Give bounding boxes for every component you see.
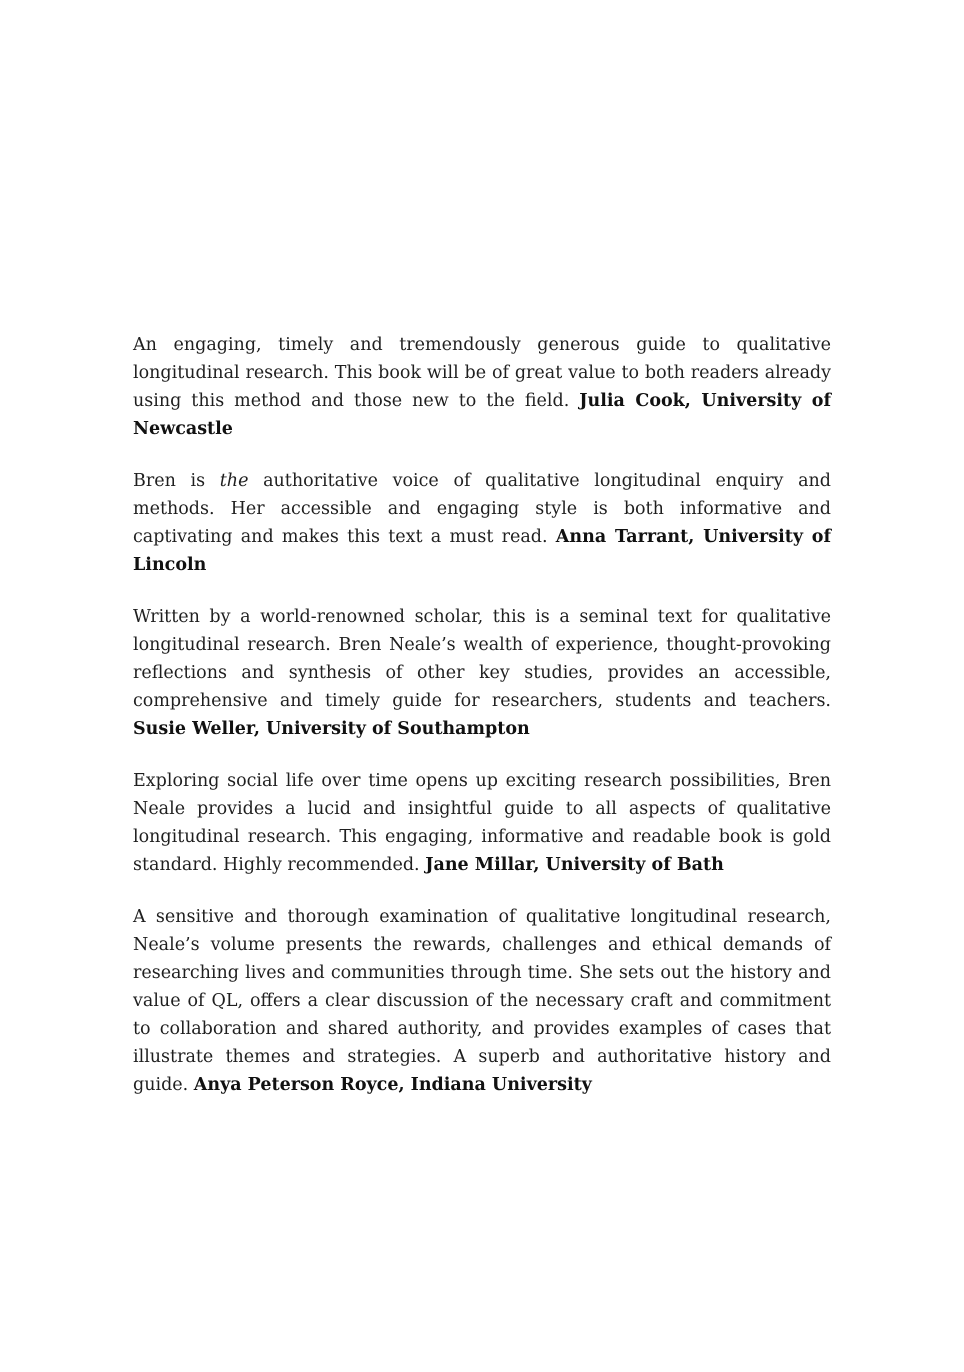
endorsement-text: authoritative voice of qualitative longitudinal enquiry and methods. Her accessible and engaging style is both informative and captivating and makes this text a must read. xyxy=(133,471,832,547)
endorsement-attribution: Julia Cook, University of Newcastle xyxy=(133,391,831,439)
endorsement-attribution: Anna Tarrant, University of Lincoln xyxy=(133,527,831,575)
endorsement-5 xyxy=(133,903,831,1099)
endorsement-4 xyxy=(133,767,831,879)
endorsement-text-lead: Bren is xyxy=(133,471,220,491)
endorsement-1 xyxy=(133,331,831,443)
endorsement-text: Exploring social life over time opens up exciting research possibilities, Bren Neale provides a lucid and insightful guide to all aspects of qualitative longitudinal research. This engaging, informative and readable book is gold standard. Highly recommended. xyxy=(133,771,831,875)
endorsement-text: A sensitive and thorough examination of qualitative longitudinal research, Neale’s volume presents the rewards, challenges and ethical demands of researching lives and communities through time. She sets out the history and value of QL, offers a clear discussion of the necessary craft and commitment to collaboration and shared authority, and provides examples of cases that illustrate themes and strategies. A superb and authoritative history and guide. xyxy=(133,907,831,1095)
endorsement-emphasis: the xyxy=(219,471,249,491)
endorsement-attribution: Anya Peterson Royce, Indiana University xyxy=(193,1075,592,1095)
endorsement-text: Written by a world-renowned scholar, this is a seminal text for qualitative longitudinal research. Bren Neale’s wealth of experience, thought-provoking reflections and synthesis of other key studies, provides an accessible, comprehensive and timely guide for researchers, students and teachers. xyxy=(133,607,831,711)
endorsement-attribution: Jane Millar, University of Bath xyxy=(425,855,724,875)
endorsements-list xyxy=(133,331,831,1123)
endorsement-text: An engaging, timely and tremendously generous guide to qualitative longitudinal research. This book will be of great value to both readers already using this method and those new to the field. xyxy=(133,335,831,411)
endorsement-attribution: Susie Weller, University of Southampton xyxy=(133,719,530,739)
endorsement-3 xyxy=(133,603,831,743)
endorsement-2 xyxy=(133,467,831,579)
